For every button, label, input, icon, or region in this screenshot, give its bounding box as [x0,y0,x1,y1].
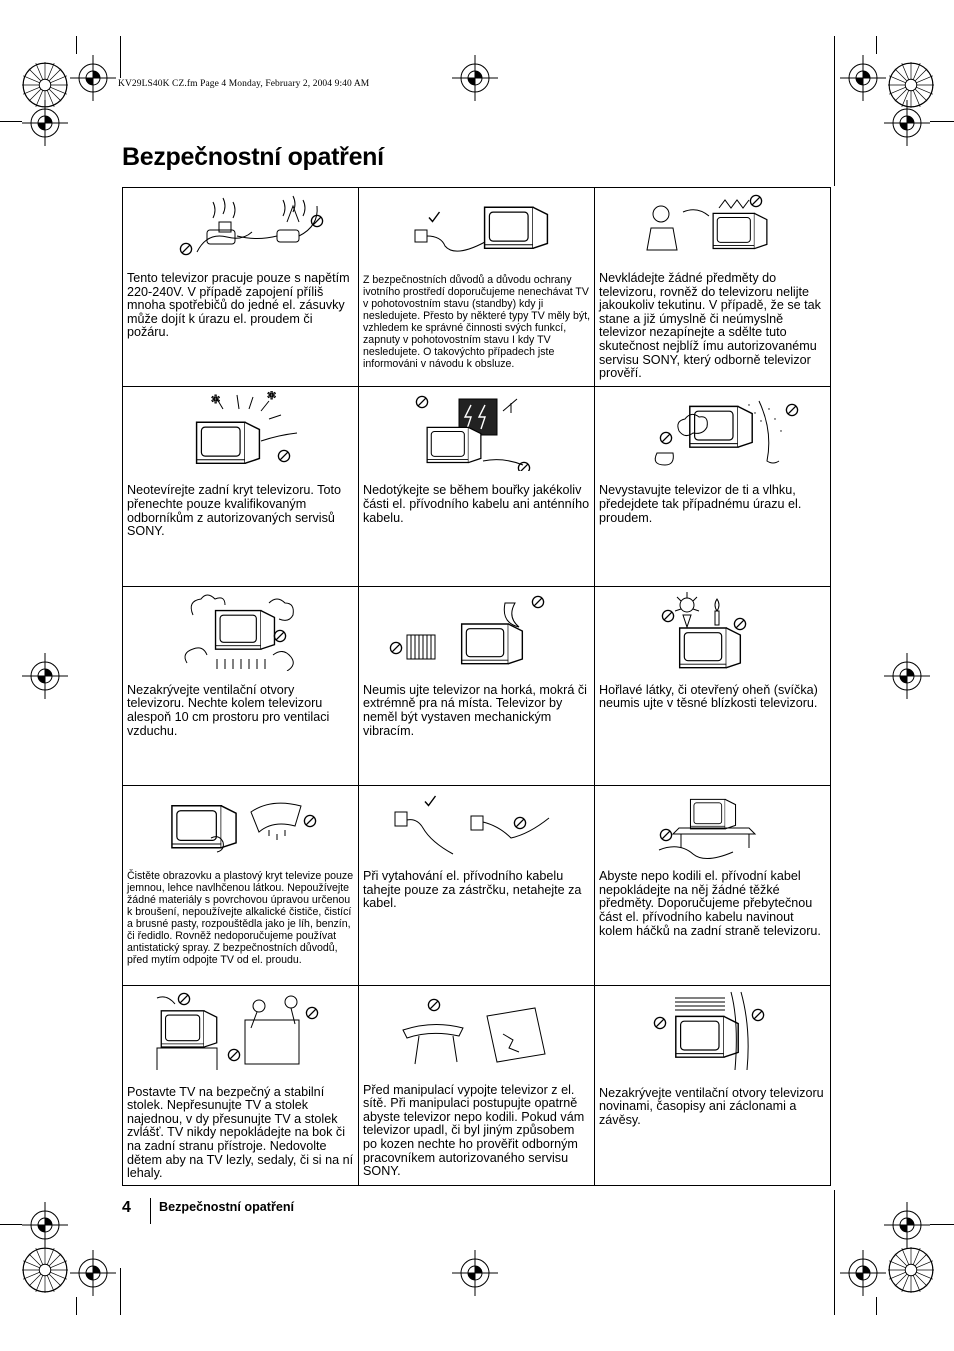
registration-mark-icon [884,100,930,146]
safety-text: Nezakrývejte ventilační otvory televizoru novinami, časopisy ani záclonami a závěsy. [599,1085,824,1127]
registration-mark-icon [70,1250,116,1296]
safety-text: Nedotýkejte se během bouřky jakékoliv části el. přívodního kabelu ani anténního kabelu. [363,483,590,525]
storm-illustration [363,391,591,471]
safety-text: Neotevírejte zadní kryt televizoru. Toto přenechte pouze kvalifikovaným odborníkům z autorizovaných servisů SONY. [127,483,341,539]
registration-mark-icon [884,653,930,699]
safety-text: Neumis ujte televizor na horká, mokrá či extrémně pra ná místa. Televizor by neměl být vystaven mechanickým vibracím. [363,682,587,738]
safety-text: Abyste nepo kodili el. přívodní kabel nepokládejte na něj žádné těžké předměty. Doporučujeme přebytečnou část el. přívodního kabelu navinout kolem háčků na zadní straně televizoru. [599,869,821,938]
falling-tv-illustration [363,990,591,1070]
safety-cell-power-voltage [123,188,359,387]
safety-cell-flammables [595,587,830,786]
footer-divider [150,1198,151,1224]
ventilation-illustration [127,591,355,671]
safety-cell-objects [595,188,830,387]
safety-text: Tento televizor pracuje pouze s napětím 220-240V. V případě zapojení příliš mnoha spotřebičů do jedné el. zásuvky může dojít k úrazu el. proudem či požáru. [127,271,350,340]
cable-weight-illustration [599,790,827,870]
registration-mark-icon [840,1250,886,1296]
registration-mark-icon [22,100,68,146]
registration-mark-icon [70,55,116,101]
safety-cell-stand [123,986,359,1185]
tv-plug-illustration [363,192,591,272]
safety-cell-cover-vents [595,986,830,1185]
footer-section-label: Bezpečnostní opatření [159,1200,295,1214]
safety-text: Při vytahování el. přívodního kabelu tahejte pouze za zástrčku, netahejte za kabel. [363,869,582,911]
safety-text: Hořlavé látky, či otevřený oheň (svíčka) neumis ujte v těsné blízkosti televizoru. [599,682,818,711]
safety-text: Nevystavujte televizor de ti a vlhku, předejdete tak případnému úrazu el. proudem. [599,483,802,525]
registration-mark-icon [22,653,68,699]
objects-into-tv-illustration [599,192,827,272]
moisture-illustration [599,391,827,471]
safety-cell-cable [595,786,830,985]
unplug-illustration [363,790,591,870]
registration-mark-icon [22,1202,68,1248]
page-title: Bezpečnostní opatření [122,143,384,171]
color-bar-icon [22,1247,68,1293]
registration-mark-icon [840,55,886,101]
candle-flowers-illustration [599,591,827,671]
registration-mark-icon [884,1202,930,1248]
registration-mark-icon [452,55,498,101]
safety-cell-handling [359,986,595,1185]
safety-text: Čistěte obrazovku a plastový kryt televize pouze jemnou, lehce navlhčenou látkou. Nepoužívejte žádné materiály s povrchovou úpravou určenou k broušení, nepoužívejte alkalické čističe, čistící a brusné pasty, rozpouštědla jako je líh, benzín, či ředidlo. Rovněž nedoporučujeme používat antistatický spray. Z bezpečnostních důvodů, před mytím odpojte TV od el. proudu. [127,870,354,967]
svg-text:✲: ✲ [211,393,221,407]
power-strip-illustration [127,192,355,272]
heat-sun-illustration [363,591,591,671]
registration-mark-icon [452,1250,498,1296]
safety-grid [122,187,831,1186]
safety-text: Z bezpečnostních důvodů a důvodu ochrany ivotního prostředí doporučujeme nenechávat TV v pohotovostním stavu (standby) kdy ji nesledujete. Přesto by některé typy TV měly být, vzhledem ke správné činnosti svých funkcí, zapnuty v pohotovostním stavu I kdy TV nesledujete. O takovýchto případech jste informováni v návodu k obsluze. [363,274,591,370]
newspapers-curtain-illustration [599,990,827,1070]
safety-text: Postavte TV na bezpečný a stabilní stolek. Nepřesunujte TV a stolek najednou, v dy přesunujte TV a stolek zvlášť. TV nikdy nepokládejte na bok či na zadní stranu přístroje. Nedovolte dětem aby na TV lezly, sedaly, či si na ní lehaly. [127,1084,354,1181]
print-header: KV29LS40K CZ.fm Page 4 Monday, February 2, 2004 9:40 AM [118,79,370,89]
color-bar-icon [888,1247,934,1293]
safety-cell-back-cover [123,387,359,586]
safety-cell-ventilation [123,587,359,786]
safety-text: Nezakrývejte ventilační otvory televizoru. Nechte kolem televizoru alespoň 10 cm prostoru pro ventilaci vzduchu. [127,682,330,738]
safety-text: Nevkládejte žádné předměty do televizoru, rovněž do televizoru nelijte jakoukoliv tekutinu. V případě, že se tak stane a již úmyslně či neúmyslně televizor nezapínejte a sdělte tuto skutečnost nejblíž ímu autorizovanému servisu SONY, který odborně televizor prověří. [599,271,821,381]
safety-cell-cleaning [123,786,359,985]
open-cover-illustration [127,391,355,471]
svg-text:✲: ✲ [267,391,277,403]
safety-cell-unplug [359,786,595,985]
safety-cell-storm [359,387,595,586]
cleaning-illustration [127,790,355,870]
safety-cell-placement [359,587,595,786]
stand-children-illustration [127,990,355,1070]
safety-cell-standby [359,188,595,387]
page-number: 4 [122,1199,131,1216]
safety-text: Před manipulací vypojte televizor z el. sítě. Při manipulaci postupujte opatrně abyste televizor nepo kodili. Pokud vám televizor upadl, či byl jiným způsobem po kozen nechte ho prověřit odborným pracovníkem autorizovaného servisu SONY. [363,1082,585,1179]
safety-cell-moisture [595,387,830,586]
